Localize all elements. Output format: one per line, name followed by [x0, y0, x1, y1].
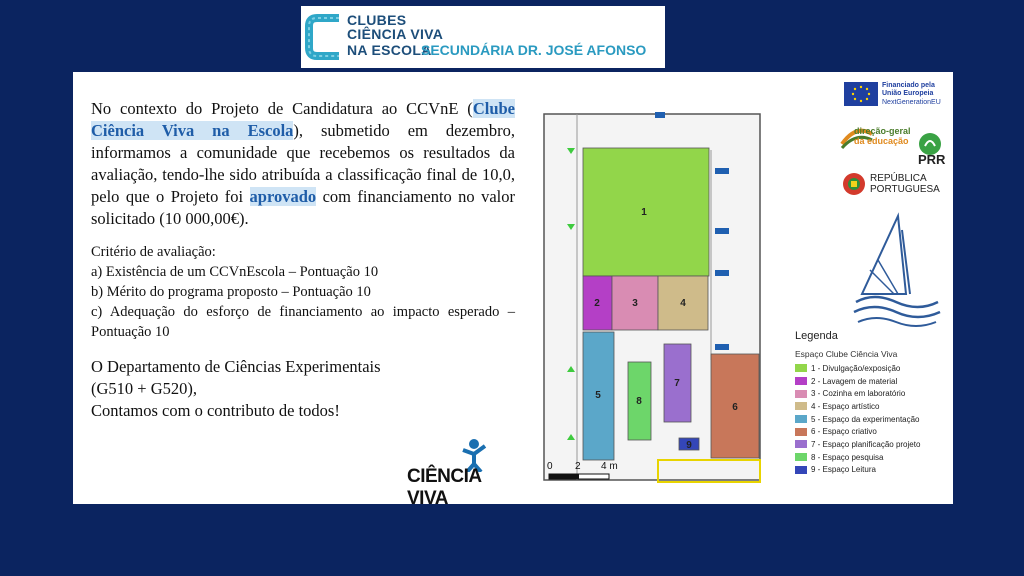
dge-logo	[838, 116, 950, 167]
dge-line2: da educação	[854, 136, 909, 146]
room-3-label: 3	[632, 298, 638, 309]
republica-emblem-icon	[842, 172, 866, 196]
scale-tick-2: 2	[575, 461, 581, 472]
legend-swatch	[795, 364, 807, 372]
scale-bar-fill	[549, 474, 579, 479]
intro-part1: No contexto do Projeto de Candidatura ao CCVnE (	[91, 99, 473, 118]
header-line1: CLUBES	[347, 12, 407, 28]
legend-item	[795, 413, 951, 426]
plan-marker	[715, 270, 729, 276]
prr-text: PRR	[918, 152, 946, 167]
legend-label: 7 - Espaço planificação projeto	[811, 439, 921, 449]
department-line1: O Departamento de Ciências Experimentais	[91, 357, 381, 376]
legend-item	[795, 464, 951, 477]
criteria-block	[91, 242, 515, 342]
header-line2: CIÊNCIA VIVA	[347, 26, 444, 42]
legend-swatch	[795, 453, 807, 461]
republica-line2: PORTUGUESA	[870, 184, 940, 195]
republica-line1: REPÚBLICA	[870, 173, 927, 184]
legend-item	[795, 362, 951, 375]
plan-marker	[715, 168, 729, 174]
legend-subtitle: Espaço Clube Ciência Viva	[795, 349, 898, 359]
eu-flag-icon	[844, 82, 878, 106]
legend-label: 4 - Espaço artístico	[811, 401, 880, 411]
room-7-label: 7	[674, 378, 680, 389]
room-5-label: 5	[595, 390, 601, 401]
legend-swatch	[795, 440, 807, 448]
eu-line3: NextGenerationEU	[882, 99, 941, 106]
eu-logo	[838, 80, 950, 108]
room-6-label: 6	[732, 402, 738, 413]
legend-item	[795, 438, 951, 451]
room-2-label: 2	[594, 298, 600, 309]
school-sail-logo-icon	[848, 210, 944, 332]
legend-title: Legenda	[795, 330, 838, 342]
club-name-highlight: Clube Ciência Viva na Escola	[91, 99, 515, 140]
legend-swatch	[795, 428, 807, 436]
legend-swatch	[795, 390, 807, 398]
criteria-title: Critério de avaliação:	[91, 244, 216, 260]
plan-marker	[715, 228, 729, 234]
legend	[795, 330, 951, 476]
legend-swatch	[795, 466, 807, 474]
room-9-label: 9	[686, 440, 692, 451]
legend-label: 2 - Lavagem de material	[811, 376, 898, 386]
legend-label: 5 - Espaço da experimentação	[811, 414, 920, 424]
legend-item	[795, 375, 951, 388]
legend-label: 3 - Cozinha em laboratório	[811, 389, 906, 399]
room-8-label: 8	[636, 396, 642, 407]
text-column	[91, 98, 515, 422]
department-block	[91, 356, 515, 422]
legend-label: 1 - Divulgação/exposição	[811, 363, 901, 373]
header-school: SECUNDÁRIA DR. JOSÉ AFONSO	[421, 42, 647, 58]
eu-line1: Financiado pela	[882, 82, 935, 89]
legend-label: 8 - Espaço pesquisa	[811, 452, 884, 462]
legend-item	[795, 387, 951, 400]
ciencia-viva-text: CIÊNCIA VIVA	[407, 466, 481, 509]
plan-door	[655, 112, 665, 118]
ciencia-viva-logo	[407, 438, 521, 509]
legend-item	[795, 400, 951, 413]
eu-line2: União Europeia	[882, 90, 934, 97]
clubes-cv-logo-icon	[305, 10, 343, 62]
room-1-label: 1	[641, 207, 647, 218]
department-line3: Contamos com o contributo de todos!	[91, 401, 340, 420]
room-4-label: 4	[680, 298, 686, 309]
plan-marker	[715, 344, 729, 350]
legend-swatch	[795, 402, 807, 410]
legend-item	[795, 451, 951, 464]
legend-swatch	[795, 377, 807, 385]
legend-label: 6 - Espaço criativo	[811, 427, 877, 437]
header-line3: NA ESCOLA	[347, 42, 432, 58]
approved-highlight: aprovado	[249, 187, 317, 206]
department-line2: (G510 + G520),	[91, 379, 198, 398]
intro-paragraph	[91, 98, 515, 230]
slide-panel	[73, 72, 953, 509]
intro-part3: com financiamento no valor solicitado (10 000,00€).	[91, 187, 515, 228]
scale-tick-0: 0	[547, 461, 553, 472]
republica-logo	[838, 170, 950, 198]
criteria-item: a) Existência de um CCVnEscola – Pontuação 10	[91, 264, 379, 280]
legend-item	[795, 425, 951, 438]
dge-line1: direção-geral	[854, 126, 911, 136]
legend-swatch	[795, 415, 807, 423]
criteria-item: c) Adequação do esforço de financiamento ao impacto esperado – Pontuação 10	[91, 304, 515, 340]
scale-tick-4: 4 m	[601, 461, 618, 472]
criteria-item: b) Mérito do programa proposto – Pontuação 10	[91, 284, 371, 300]
legend-label: 9 - Espaço Leitura	[811, 465, 876, 475]
intro-part2: ), submetido em dezembro, informamos a comunidade que recebemos os resultados da avaliação, tendo-lhe sido atribuída a classificação final de 10,0, pelo que o Projeto foi	[91, 121, 515, 206]
floor-plan	[543, 110, 767, 488]
header-banner	[301, 6, 665, 68]
